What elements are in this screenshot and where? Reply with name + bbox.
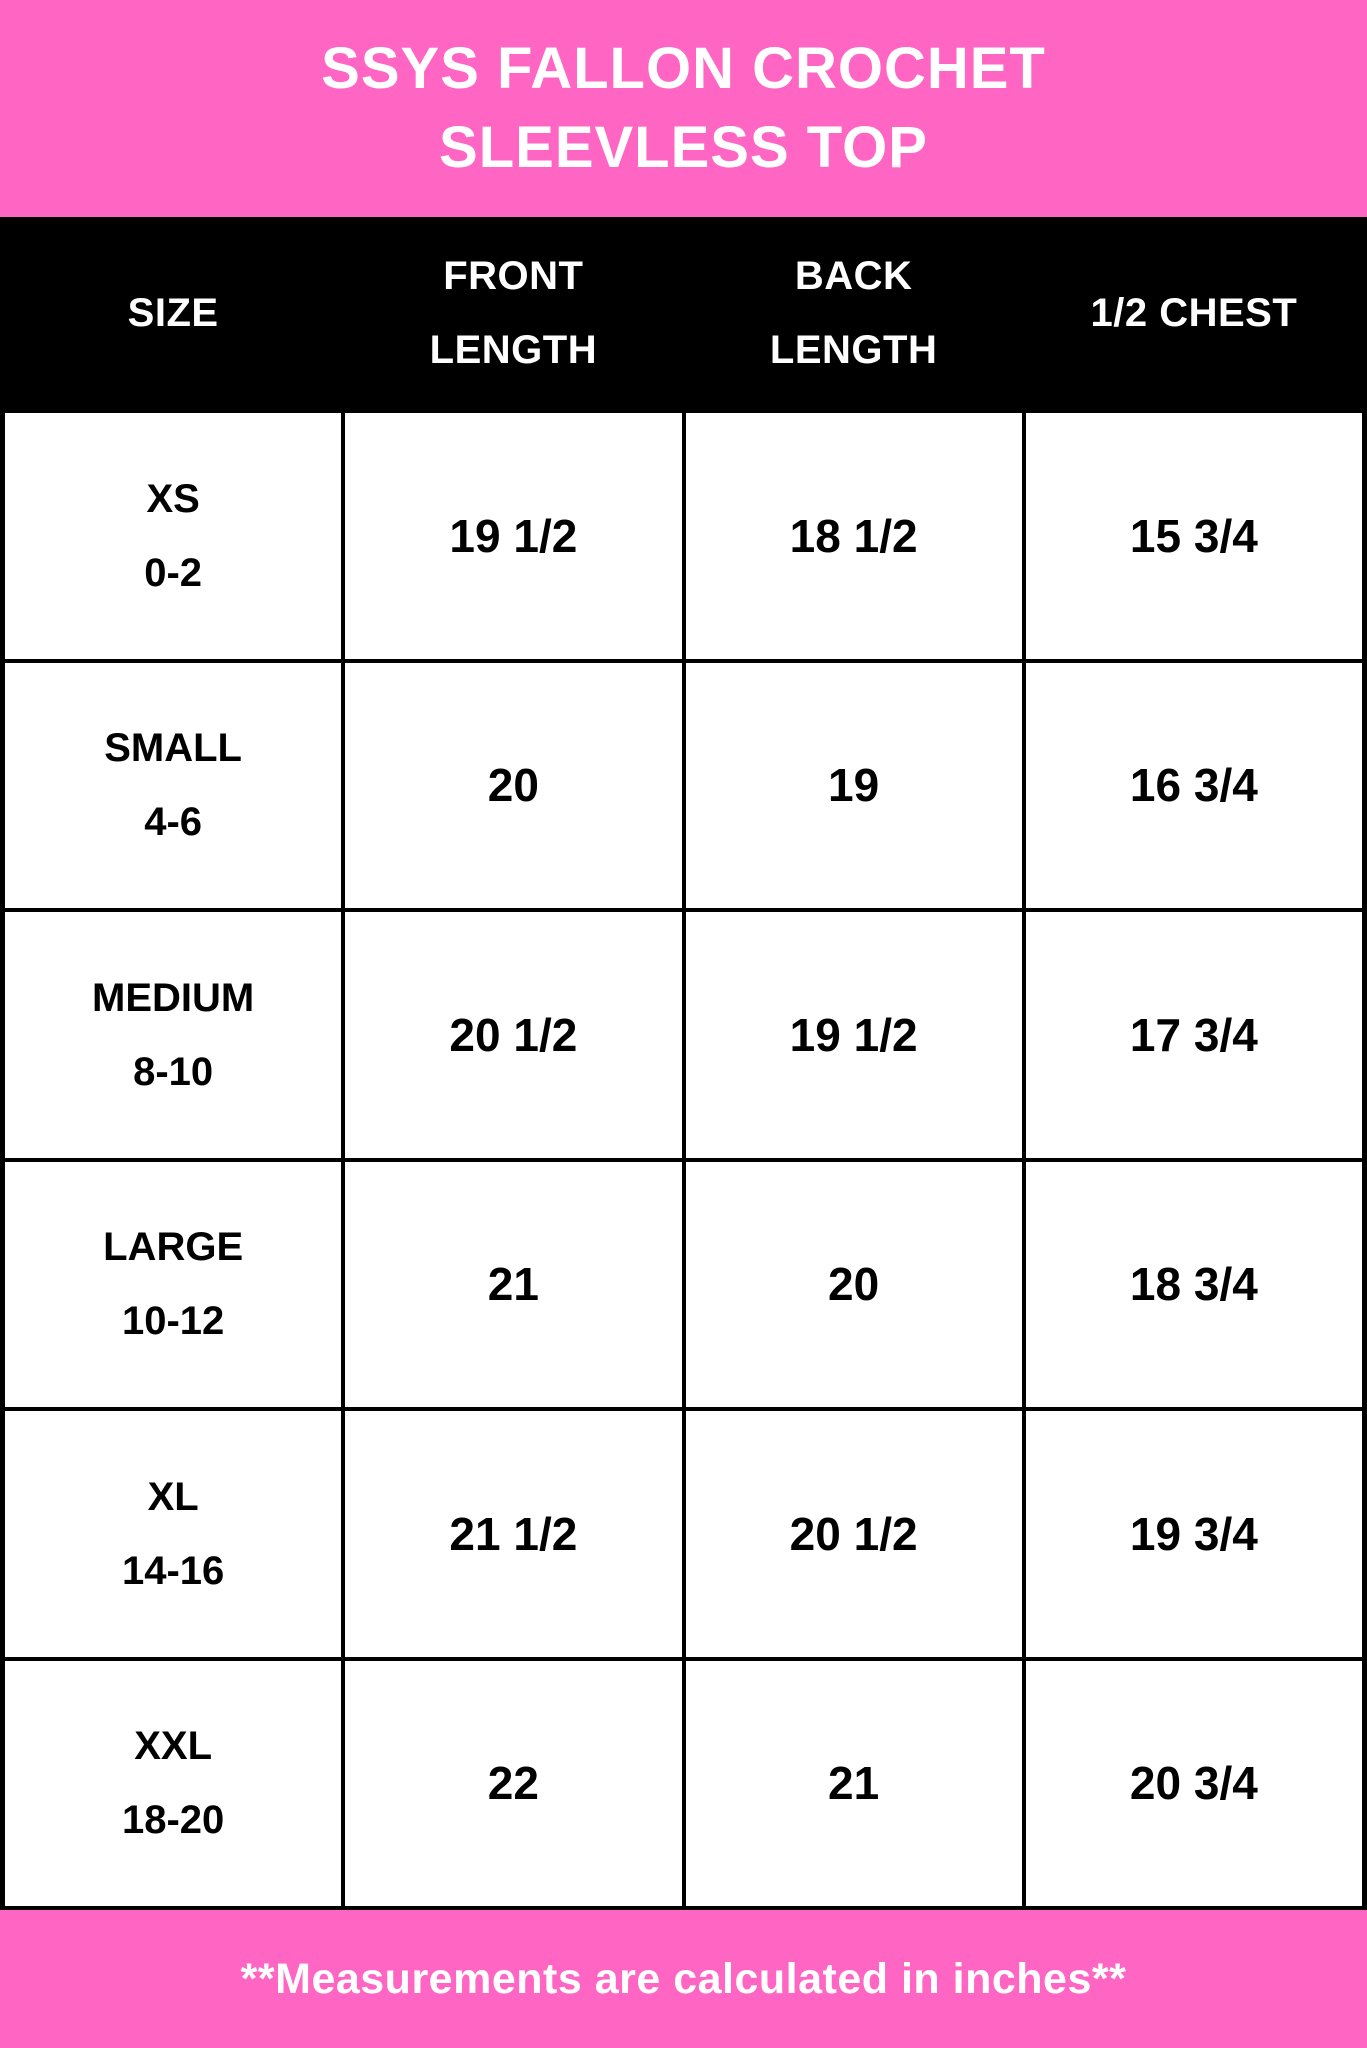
half-chest-cell: 17 3/4 <box>1026 912 1362 1158</box>
size-cell <box>5 413 341 659</box>
column-header-label: LENGTH <box>429 328 598 372</box>
size-range: 8-10 <box>133 1049 214 1094</box>
size-range: 4-6 <box>144 800 203 845</box>
size-chart-table <box>0 217 1367 1910</box>
size-cell <box>5 912 341 1158</box>
column-header-label: BACK <box>794 254 913 298</box>
page-title-line1: SSYS FALLON CROCHET <box>321 35 1046 101</box>
back-length-cell: 19 1/2 <box>686 912 1022 1158</box>
size-range: 18-20 <box>121 1798 225 1843</box>
front-length-cell: 21 1/2 <box>345 1411 681 1657</box>
back-length-cell: 21 <box>686 1661 1022 1907</box>
column-header-front-length <box>345 217 681 409</box>
back-length-cell: 20 <box>686 1162 1022 1408</box>
front-length-cell: 20 <box>345 663 681 909</box>
size-range: 0-2 <box>144 550 203 595</box>
size-range: 10-12 <box>121 1299 225 1344</box>
title-banner <box>0 0 1367 217</box>
size-cell <box>5 1162 341 1408</box>
front-length-cell: 19 1/2 <box>345 413 681 659</box>
back-length-cell: 19 <box>686 663 1022 909</box>
column-header-label: LENGTH <box>769 328 938 372</box>
column-header-half-chest <box>1026 217 1362 409</box>
front-length-cell: 22 <box>345 1661 681 1907</box>
size-name: XS <box>146 476 200 521</box>
half-chest-cell: 16 3/4 <box>1026 663 1362 909</box>
back-length-cell: 18 1/2 <box>686 413 1022 659</box>
half-chest-cell: 15 3/4 <box>1026 413 1362 659</box>
column-header-back-length <box>686 217 1022 409</box>
footer-banner <box>0 1910 1367 2048</box>
size-name: MEDIUM <box>92 975 255 1020</box>
half-chest-cell: 19 3/4 <box>1026 1411 1362 1657</box>
half-chest-cell: 20 3/4 <box>1026 1661 1362 1907</box>
size-cell <box>5 1661 341 1907</box>
front-length-cell: 21 <box>345 1162 681 1408</box>
column-header-label: 1/2 CHEST <box>1090 291 1298 335</box>
column-header-label: SIZE <box>127 291 219 335</box>
size-cell <box>5 1411 341 1657</box>
size-name: LARGE <box>103 1225 244 1270</box>
measurement-units-note: **Measurements are calculated in inches** <box>240 1954 1127 2003</box>
front-length-cell: 20 1/2 <box>345 912 681 1158</box>
size-name: XL <box>147 1474 199 1519</box>
column-header-size <box>5 217 341 409</box>
page-title-line2: SLEEVLESS TOP <box>439 114 928 180</box>
back-length-cell: 20 1/2 <box>686 1411 1022 1657</box>
size-range: 14-16 <box>121 1548 225 1593</box>
size-cell <box>5 663 341 909</box>
half-chest-cell: 18 3/4 <box>1026 1162 1362 1408</box>
column-header-label: FRONT <box>443 254 584 298</box>
size-name: XXL <box>134 1724 213 1769</box>
size-name: SMALL <box>104 726 242 771</box>
